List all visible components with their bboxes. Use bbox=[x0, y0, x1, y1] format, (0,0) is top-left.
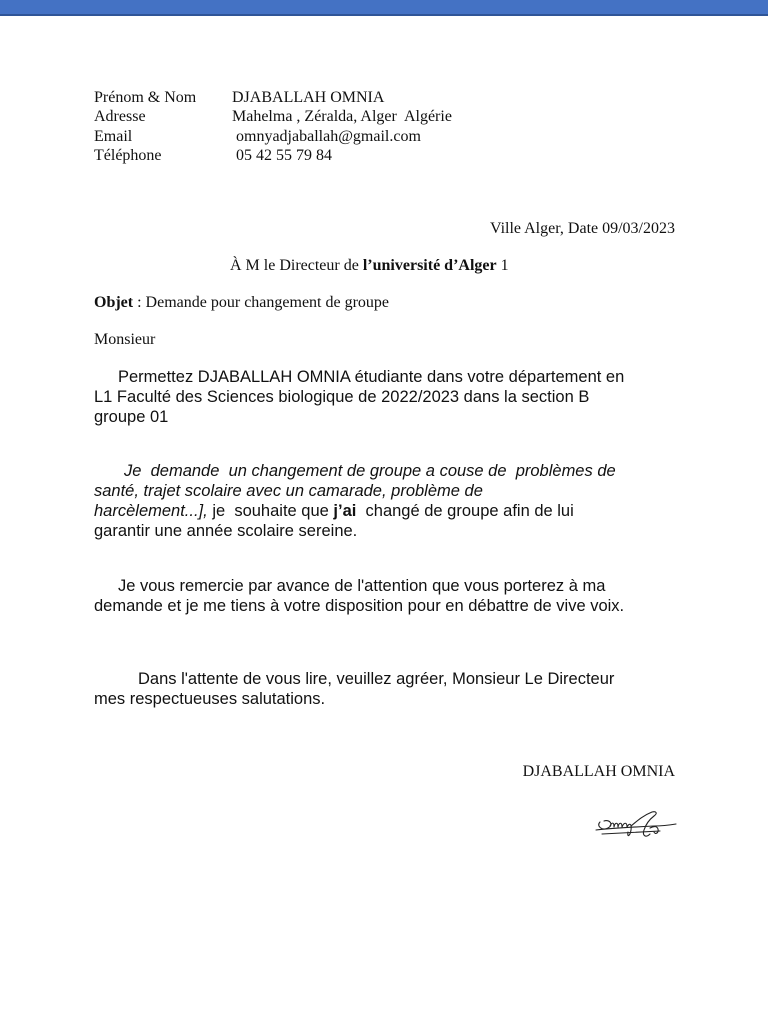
signature-image bbox=[594, 804, 680, 848]
recipient-suffix: 1 bbox=[496, 257, 509, 274]
paragraph-thanks bbox=[94, 576, 694, 616]
paragraph-request bbox=[94, 461, 694, 541]
paragraph-line: Dans l'attente de vous lire, veuillez agréer, Monsieur Le Directeur bbox=[138, 670, 615, 688]
paragraph-line: mes respectueuses salutations. bbox=[94, 690, 326, 708]
object-label: Objet bbox=[94, 294, 134, 311]
phone-label: Téléphone bbox=[94, 147, 162, 164]
object-text: : Demande pour changement de groupe bbox=[133, 294, 390, 311]
address-value: Mahelma , Zéralda, Alger Algérie bbox=[232, 108, 452, 125]
salutation: Monsieur bbox=[94, 331, 156, 348]
name-label: Prénom & Nom bbox=[94, 89, 197, 106]
place-date: Ville Alger, Date 09/03/2023 bbox=[489, 220, 675, 237]
signature-name: DJABALLAH OMNIA bbox=[522, 763, 675, 780]
paragraph-line: L1 Faculté des Sciences biologique de 2022/2023 dans la section B bbox=[94, 388, 590, 406]
phone-value: 05 42 55 79 84 bbox=[236, 147, 332, 164]
change-text: changé de groupe afin de lui bbox=[356, 502, 574, 520]
paragraph-intro bbox=[94, 367, 694, 427]
email-value: omnyadjaballah@gmail.com bbox=[236, 128, 421, 145]
top-accent-bar bbox=[0, 0, 768, 16]
paragraph-line: Permettez DJABALLAH OMNIA étudiante dans votre département en bbox=[118, 368, 625, 386]
jai-text: j’ai bbox=[333, 502, 357, 520]
recipient-university: l’université d’Alger bbox=[362, 257, 497, 274]
paragraph-line: demande et je me tiens à votre disposition pour en débattre de vive voix. bbox=[94, 597, 625, 615]
paragraph-line: Je vous remercie par avance de l'attention que vous porterez à ma bbox=[118, 577, 606, 595]
paragraph-line: santé, trajet scolaire avec un camarade, problème de bbox=[94, 482, 483, 500]
name-value: DJABALLAH OMNIA bbox=[232, 89, 385, 106]
recipient-line bbox=[230, 256, 509, 276]
object-line bbox=[94, 293, 389, 313]
wish-text: je souhaite que bbox=[207, 502, 334, 520]
paragraph-line: garantir une année scolaire sereine. bbox=[94, 522, 358, 540]
paragraph-line: groupe 01 bbox=[94, 408, 169, 426]
paragraph-line: Je demande un changement de groupe a couse de problèmes de bbox=[124, 462, 616, 480]
harcelement-text: harcèlement...], bbox=[94, 502, 208, 520]
email-label: Email bbox=[94, 128, 133, 145]
paragraph-line bbox=[94, 501, 694, 521]
paragraph-closing bbox=[94, 669, 694, 709]
address-label: Adresse bbox=[94, 108, 146, 125]
recipient-prefix: À M le Directeur de bbox=[230, 257, 363, 274]
